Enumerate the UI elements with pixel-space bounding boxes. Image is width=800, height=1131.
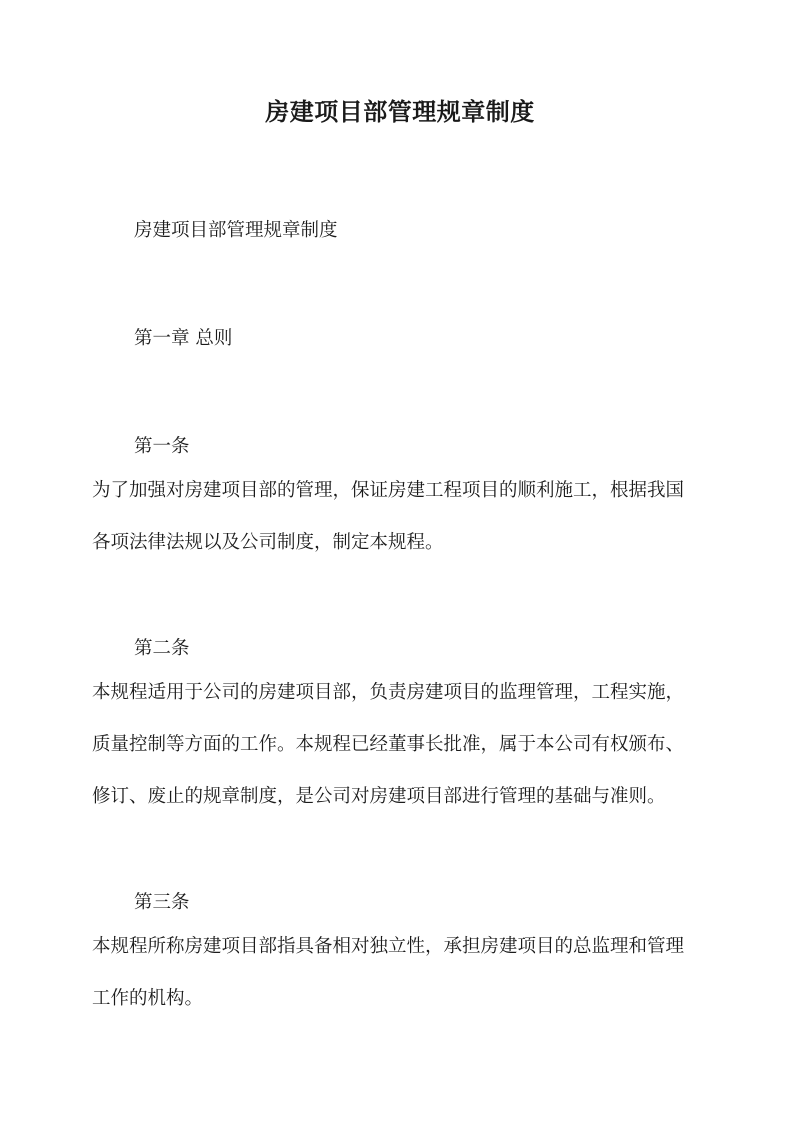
article-2-line-2: 质量控制等方面的工作。本规程已经董事长批准，属于本公司有权颁布、 <box>92 734 685 755</box>
article-3-heading: 第三条 <box>134 892 190 913</box>
article-1-line-1: 为了加强对房建项目部的管理，保证房建工程项目的顺利施工，根据我国 <box>92 480 685 501</box>
article-3-line-2: 工作的机构。 <box>92 988 204 1009</box>
chapter-heading: 第一章 总则 <box>134 328 233 349</box>
article-3-line-1: 本规程所称房建项目部指具备相对独立性，承担房建项目的总监理和管理 <box>92 936 685 957</box>
article-3-body <box>92 934 712 1038</box>
article-1-line-2: 各项法律法规以及公司制度，制定本规程。 <box>92 532 444 553</box>
article-1-body <box>92 478 712 582</box>
article-2-line-3: 修订、废止的规章制度，是公司对房建项目部进行管理的基础与准则。 <box>92 786 666 807</box>
article-1-heading: 第一条 <box>134 436 190 457</box>
article-2-line-1: 本规程适用于公司的房建项目部，负责房建项目的监理管理，工程实施， <box>92 682 685 703</box>
document-title: 房建项目部管理规章制度 <box>265 97 535 126</box>
article-2-body <box>92 680 712 836</box>
document-subtitle: 房建项目部管理规章制度 <box>134 220 338 241</box>
article-2-heading: 第二条 <box>134 638 190 659</box>
